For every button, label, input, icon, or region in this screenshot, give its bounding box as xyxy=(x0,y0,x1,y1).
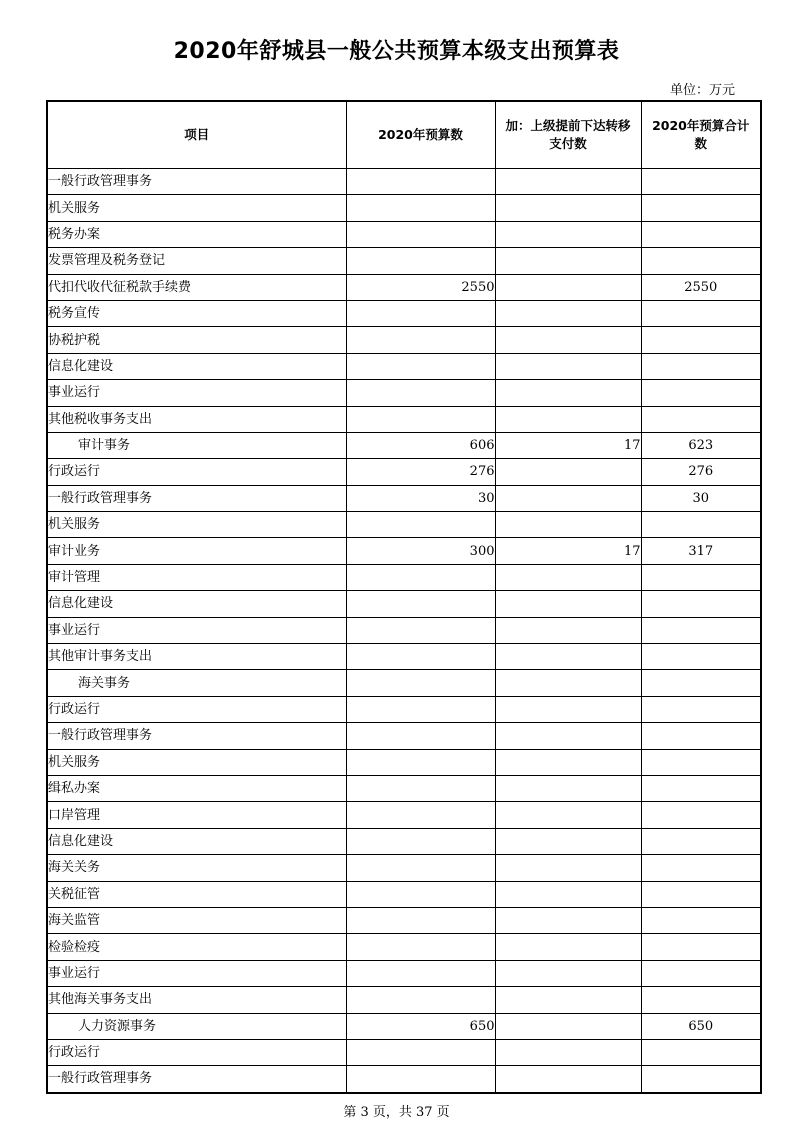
header-transfer: 加：上级提前下达转移支付数 xyxy=(495,101,641,169)
row-transfer xyxy=(495,802,641,828)
row-item-name: 口岸管理 xyxy=(47,802,346,828)
row-budget xyxy=(346,749,495,775)
row-budget xyxy=(346,855,495,881)
row-total xyxy=(641,775,761,801)
row-budget xyxy=(346,1039,495,1065)
row-total xyxy=(641,749,761,775)
table-row xyxy=(47,353,761,379)
table-row xyxy=(47,274,761,300)
row-transfer xyxy=(495,485,641,511)
row-item-name: 税务办案 xyxy=(47,221,346,247)
row-transfer xyxy=(495,591,641,617)
table-row xyxy=(47,485,761,511)
row-budget xyxy=(346,1066,495,1093)
row-item-name: 检验检疫 xyxy=(47,934,346,960)
row-budget xyxy=(346,775,495,801)
row-total xyxy=(641,855,761,881)
table-row xyxy=(47,960,761,986)
row-budget: 300 xyxy=(346,538,495,564)
row-item-name: 其他海关事务支出 xyxy=(47,987,346,1013)
table-row xyxy=(47,169,761,195)
row-item-name: 机关服务 xyxy=(47,195,346,221)
table-row xyxy=(47,564,761,590)
table-row xyxy=(47,1039,761,1065)
row-total xyxy=(641,221,761,247)
row-budget xyxy=(346,169,495,195)
row-transfer xyxy=(495,670,641,696)
row-transfer: 17 xyxy=(495,538,641,564)
row-budget xyxy=(346,987,495,1013)
row-item-name: 一般行政管理事务 xyxy=(47,485,346,511)
page-title: 2020年舒城县一般公共预算本级支出预算表 xyxy=(173,39,620,64)
row-transfer xyxy=(495,723,641,749)
page-footer: 第 3 页，共 37 页 xyxy=(343,1105,450,1120)
row-item-name: 信息化建设 xyxy=(47,591,346,617)
row-transfer xyxy=(495,1039,641,1065)
row-budget: 2550 xyxy=(346,274,495,300)
row-budget xyxy=(346,248,495,274)
row-total xyxy=(641,670,761,696)
table-row xyxy=(47,881,761,907)
row-total xyxy=(641,881,761,907)
table-row xyxy=(47,1013,761,1039)
row-total xyxy=(641,380,761,406)
table-row xyxy=(47,406,761,432)
row-transfer xyxy=(495,987,641,1013)
table-row xyxy=(47,459,761,485)
table-row xyxy=(47,617,761,643)
row-transfer xyxy=(495,300,641,326)
row-total xyxy=(641,907,761,933)
row-item-name: 其他税收事务支出 xyxy=(47,406,346,432)
row-transfer xyxy=(495,248,641,274)
row-item-name: 审计管理 xyxy=(47,564,346,590)
row-transfer: 17 xyxy=(495,432,641,458)
row-transfer xyxy=(495,459,641,485)
table-row xyxy=(47,538,761,564)
row-total xyxy=(641,1039,761,1065)
row-item-name: 协税护税 xyxy=(47,327,346,353)
table-row xyxy=(47,512,761,538)
row-total xyxy=(641,960,761,986)
row-transfer xyxy=(495,195,641,221)
row-budget xyxy=(346,300,495,326)
row-budget xyxy=(346,644,495,670)
row-item-name: 事业运行 xyxy=(47,380,346,406)
row-budget xyxy=(346,221,495,247)
table-row xyxy=(47,221,761,247)
row-item-name: 行政运行 xyxy=(47,1039,346,1065)
row-budget xyxy=(346,802,495,828)
table-row xyxy=(47,828,761,854)
row-transfer xyxy=(495,1013,641,1039)
table-row xyxy=(47,300,761,326)
row-total: 276 xyxy=(641,459,761,485)
row-total xyxy=(641,195,761,221)
row-item-name: 海关监管 xyxy=(47,907,346,933)
row-transfer xyxy=(495,828,641,854)
row-budget xyxy=(346,881,495,907)
row-transfer xyxy=(495,353,641,379)
table-row xyxy=(47,248,761,274)
row-total xyxy=(641,327,761,353)
row-item-name: 机关服务 xyxy=(47,512,346,538)
row-total xyxy=(641,512,761,538)
row-transfer xyxy=(495,696,641,722)
row-total xyxy=(641,802,761,828)
row-budget xyxy=(346,406,495,432)
table-row xyxy=(47,802,761,828)
row-total xyxy=(641,169,761,195)
table-row xyxy=(47,855,761,881)
row-transfer xyxy=(495,327,641,353)
row-budget: 606 xyxy=(346,432,495,458)
row-item-name: 行政运行 xyxy=(47,696,346,722)
row-total: 650 xyxy=(641,1013,761,1039)
row-total xyxy=(641,644,761,670)
row-total xyxy=(641,987,761,1013)
row-budget: 30 xyxy=(346,485,495,511)
row-total xyxy=(641,723,761,749)
row-total: 30 xyxy=(641,485,761,511)
table-header-row xyxy=(47,101,761,169)
row-budget: 650 xyxy=(346,1013,495,1039)
table-row xyxy=(47,670,761,696)
row-item-name: 发票管理及税务登记 xyxy=(47,248,346,274)
row-total xyxy=(641,696,761,722)
row-budget xyxy=(346,380,495,406)
row-transfer xyxy=(495,960,641,986)
row-transfer xyxy=(495,221,641,247)
table-row xyxy=(47,1066,761,1093)
row-transfer xyxy=(495,512,641,538)
row-item-name: 海关关务 xyxy=(47,855,346,881)
row-item-name: 海关事务 xyxy=(47,670,346,696)
row-transfer xyxy=(495,855,641,881)
row-transfer xyxy=(495,907,641,933)
row-item-name: 缉私办案 xyxy=(47,775,346,801)
row-item-name: 税务宣传 xyxy=(47,300,346,326)
table-row xyxy=(47,749,761,775)
header-budget: 2020年预算数 xyxy=(346,101,495,169)
table-row xyxy=(47,432,761,458)
row-item-name: 代扣代收代征税款手续费 xyxy=(47,274,346,300)
row-item-name: 审计事务 xyxy=(47,432,346,458)
table-row xyxy=(47,987,761,1013)
row-item-name: 审计业务 xyxy=(47,538,346,564)
row-total xyxy=(641,353,761,379)
row-total xyxy=(641,248,761,274)
row-budget xyxy=(346,828,495,854)
header-item: 项目 xyxy=(47,101,346,169)
row-transfer xyxy=(495,1066,641,1093)
row-item-name: 一般行政管理事务 xyxy=(47,169,346,195)
row-transfer xyxy=(495,380,641,406)
row-budget xyxy=(346,907,495,933)
row-transfer xyxy=(495,775,641,801)
row-budget xyxy=(346,617,495,643)
row-total: 317 xyxy=(641,538,761,564)
table-row xyxy=(47,934,761,960)
table-row xyxy=(47,696,761,722)
row-transfer xyxy=(495,749,641,775)
row-budget xyxy=(346,934,495,960)
row-transfer xyxy=(495,881,641,907)
row-budget xyxy=(346,591,495,617)
row-total xyxy=(641,617,761,643)
row-budget xyxy=(346,195,495,221)
row-total: 2550 xyxy=(641,274,761,300)
row-transfer xyxy=(495,644,641,670)
row-total xyxy=(641,406,761,432)
row-item-name: 信息化建设 xyxy=(47,828,346,854)
row-budget xyxy=(346,723,495,749)
row-budget xyxy=(346,353,495,379)
row-transfer xyxy=(495,617,641,643)
row-item-name: 其他审计事务支出 xyxy=(47,644,346,670)
row-transfer xyxy=(495,274,641,300)
header-total: 2020年预算合计数 xyxy=(641,101,761,169)
table-row xyxy=(47,907,761,933)
row-item-name: 一般行政管理事务 xyxy=(47,723,346,749)
row-item-name: 行政运行 xyxy=(47,459,346,485)
unit-label: 单位：万元 xyxy=(669,83,735,98)
row-item-name: 信息化建设 xyxy=(47,353,346,379)
table-row xyxy=(47,644,761,670)
row-item-name: 一般行政管理事务 xyxy=(47,1066,346,1093)
budget-table xyxy=(46,100,762,1094)
table-row xyxy=(47,327,761,353)
table-row xyxy=(47,380,761,406)
row-budget xyxy=(346,327,495,353)
row-transfer xyxy=(495,406,641,432)
table-body xyxy=(47,169,761,1093)
row-total xyxy=(641,1066,761,1093)
row-total xyxy=(641,828,761,854)
row-item-name: 机关服务 xyxy=(47,749,346,775)
row-total xyxy=(641,591,761,617)
row-item-name: 事业运行 xyxy=(47,960,346,986)
row-total xyxy=(641,300,761,326)
table-row xyxy=(47,591,761,617)
row-budget xyxy=(346,960,495,986)
row-item-name: 人力资源事务 xyxy=(47,1013,346,1039)
row-budget xyxy=(346,670,495,696)
row-total xyxy=(641,934,761,960)
row-total: 623 xyxy=(641,432,761,458)
row-total xyxy=(641,564,761,590)
row-item-name: 事业运行 xyxy=(47,617,346,643)
row-item-name: 关税征管 xyxy=(47,881,346,907)
row-budget xyxy=(346,512,495,538)
row-budget xyxy=(346,564,495,590)
row-budget: 276 xyxy=(346,459,495,485)
row-budget xyxy=(346,696,495,722)
row-transfer xyxy=(495,169,641,195)
row-transfer xyxy=(495,564,641,590)
row-transfer xyxy=(495,934,641,960)
table-row xyxy=(47,775,761,801)
table-row xyxy=(47,195,761,221)
table-row xyxy=(47,723,761,749)
